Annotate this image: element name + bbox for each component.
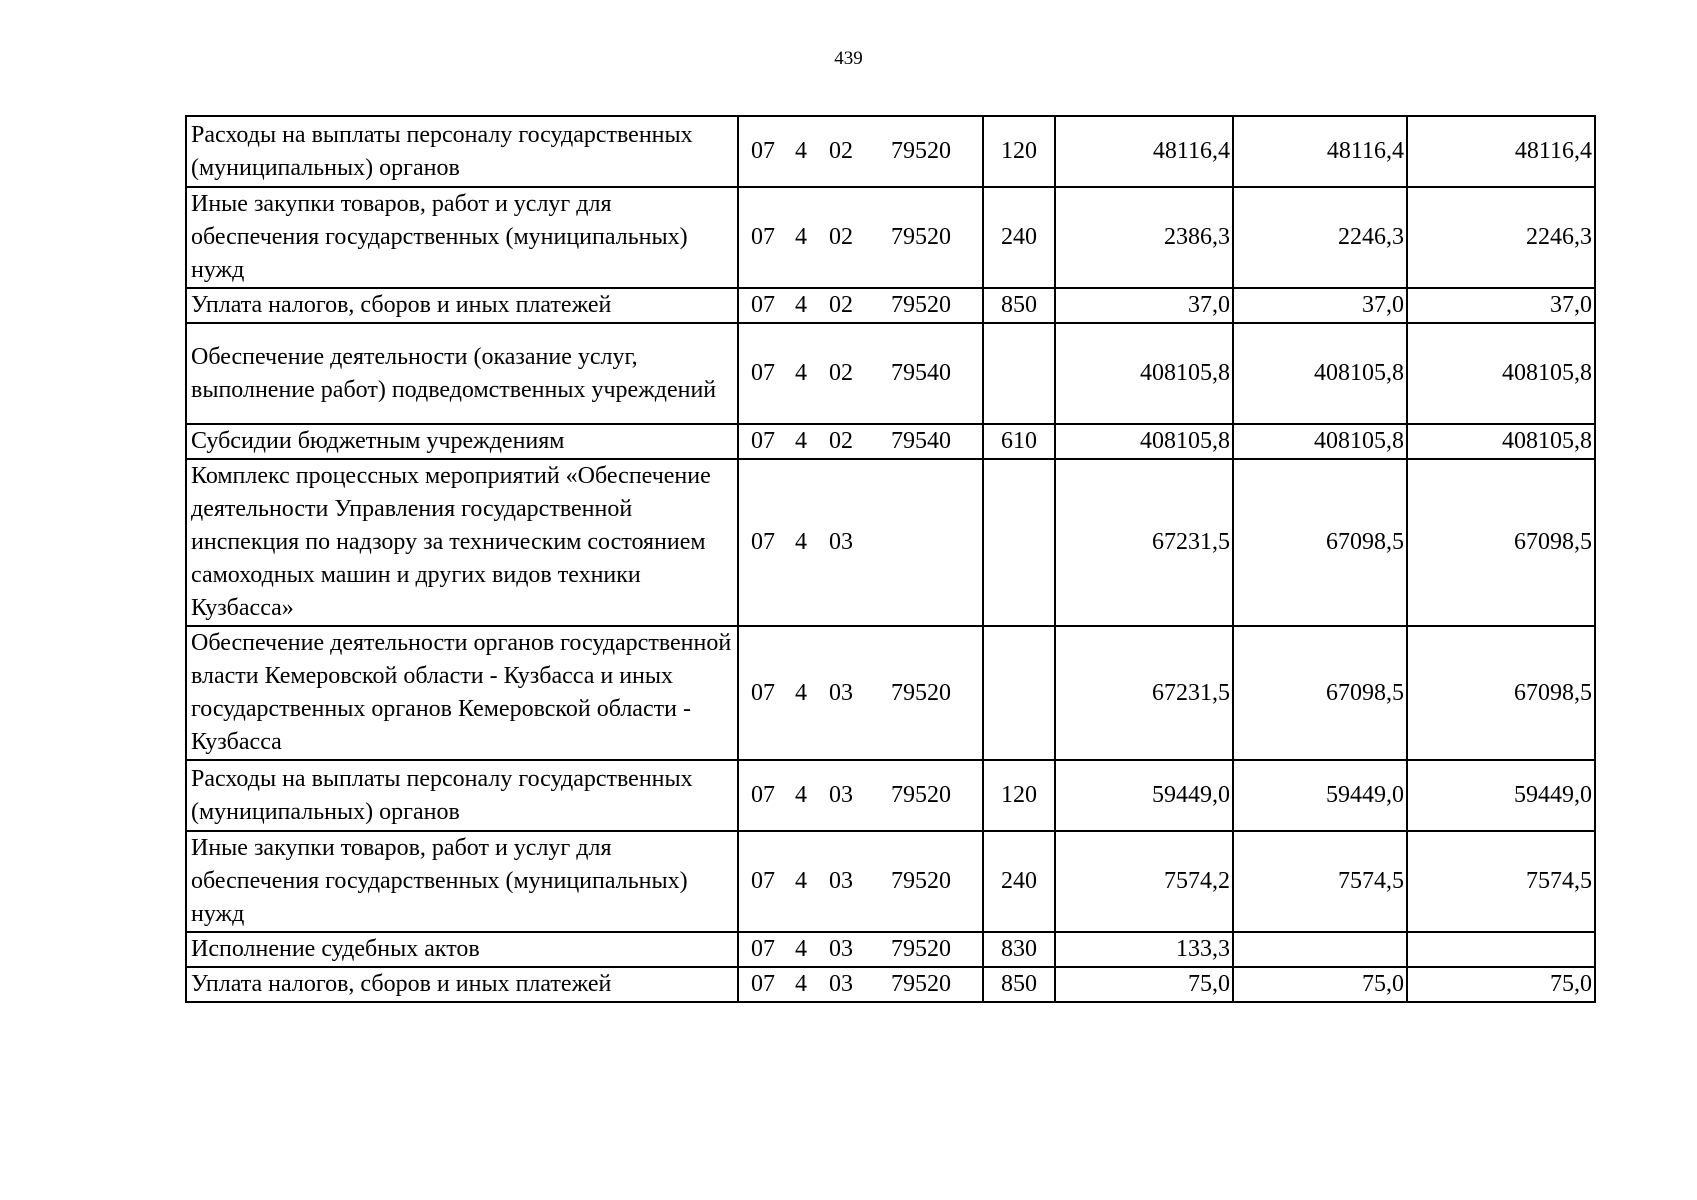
code-dir: 79520	[891, 936, 951, 962]
row-amount-2: 48116,4	[1233, 116, 1407, 187]
code-dir: 79540	[891, 360, 951, 386]
row-amount-3: 59449,0	[1407, 760, 1595, 831]
row-name: Субсидии бюджетным учреждениям	[186, 424, 738, 459]
row-amount-3: 48116,4	[1407, 116, 1595, 187]
budget-table	[185, 115, 1596, 1003]
code-gp: 07	[751, 782, 775, 808]
code-dir: 79520	[891, 782, 951, 808]
row-code	[738, 967, 983, 1002]
row-vr: 120	[983, 760, 1055, 831]
row-vr: 240	[983, 187, 1055, 288]
row-name: Комплекс процессных мероприятий «Обеспечение деятельности Управления государственной инспекция по надзору за техническим состоянием самоходных машин и других видов техники Кузбасса»	[186, 459, 738, 626]
code-gp: 07	[751, 292, 775, 318]
code-om: 03	[829, 868, 853, 894]
code-dir: 79520	[891, 224, 951, 250]
code-gp: 07	[751, 868, 775, 894]
row-vr: 610	[983, 424, 1055, 459]
code-om: 03	[829, 936, 853, 962]
code-dir: 79540	[891, 428, 951, 454]
code-pp: 4	[795, 679, 807, 706]
table-row	[186, 967, 1595, 1002]
code-gp: 07	[751, 224, 775, 250]
table-row	[186, 187, 1595, 288]
row-name: Уплата налогов, сборов и иных платежей	[186, 967, 738, 1002]
row-amount-2: 2246,3	[1233, 187, 1407, 288]
row-amount-2: 408105,8	[1233, 424, 1407, 459]
row-name: Расходы на выплаты персоналу государственных (муниципальных) органов	[186, 760, 738, 831]
row-amount-2	[1233, 932, 1407, 967]
code-pp: 4	[795, 936, 807, 962]
row-code	[738, 831, 983, 932]
row-code	[738, 626, 983, 760]
row-name: Иные закупки товаров, работ и услуг для обеспечения государственных (муниципальных) нужд	[186, 831, 738, 932]
row-name: Иные закупки товаров, работ и услуг для обеспечения государственных (муниципальных) нужд	[186, 187, 738, 288]
row-amount-3: 7574,5	[1407, 831, 1595, 932]
code-pp: 4	[795, 868, 807, 894]
row-vr	[983, 626, 1055, 760]
code-pp: 4	[795, 224, 807, 250]
code-dir: 79520	[891, 971, 951, 997]
row-amount-1: 48116,4	[1055, 116, 1233, 187]
row-amount-1: 37,0	[1055, 288, 1233, 323]
row-name: Уплата налогов, сборов и иных платежей	[186, 288, 738, 323]
row-vr: 240	[983, 831, 1055, 932]
table-row	[186, 288, 1595, 323]
row-amount-3: 37,0	[1407, 288, 1595, 323]
table-row	[186, 626, 1595, 760]
row-name: Обеспечение деятельности (оказание услуг, выполнение работ) подведомственных учреждений	[186, 323, 738, 424]
row-vr	[983, 459, 1055, 626]
code-gp: 07	[751, 138, 775, 164]
table-row	[186, 831, 1595, 932]
code-om: 02	[829, 292, 853, 318]
code-gp: 07	[751, 971, 775, 997]
code-pp: 4	[795, 529, 807, 555]
row-code	[738, 459, 983, 626]
row-code	[738, 288, 983, 323]
code-om: 03	[829, 679, 853, 706]
code-om: 03	[829, 971, 853, 997]
code-gp: 07	[751, 529, 775, 555]
code-pp: 4	[795, 428, 807, 454]
code-gp: 07	[751, 360, 775, 386]
row-vr: 850	[983, 967, 1055, 1002]
code-pp: 4	[795, 782, 807, 808]
row-amount-3: 67098,5	[1407, 626, 1595, 760]
row-amount-1: 2386,3	[1055, 187, 1233, 288]
table-row	[186, 116, 1595, 187]
row-amount-1: 133,3	[1055, 932, 1233, 967]
row-code	[738, 116, 983, 187]
row-code	[738, 932, 983, 967]
code-om: 02	[829, 428, 853, 454]
code-pp: 4	[795, 971, 807, 997]
row-amount-1: 408105,8	[1055, 424, 1233, 459]
row-amount-2: 59449,0	[1233, 760, 1407, 831]
row-amount-3: 2246,3	[1407, 187, 1595, 288]
row-amount-3: 67098,5	[1407, 459, 1595, 626]
row-amount-1: 408105,8	[1055, 323, 1233, 424]
code-dir: 79520	[891, 679, 951, 706]
row-vr	[983, 323, 1055, 424]
row-amount-3: 408105,8	[1407, 424, 1595, 459]
row-amount-1: 7574,2	[1055, 831, 1233, 932]
row-amount-1: 67231,5	[1055, 459, 1233, 626]
row-amount-2: 67098,5	[1233, 459, 1407, 626]
code-om: 02	[829, 360, 853, 386]
row-name: Расходы на выплаты персоналу государственных (муниципальных) органов	[186, 116, 738, 187]
row-amount-3	[1407, 932, 1595, 967]
row-amount-2: 67098,5	[1233, 626, 1407, 760]
row-code	[738, 187, 983, 288]
row-amount-2: 408105,8	[1233, 323, 1407, 424]
code-om: 02	[829, 138, 853, 164]
code-dir: 79520	[891, 138, 951, 164]
code-om: 02	[829, 224, 853, 250]
code-dir: 79520	[891, 868, 951, 894]
code-dir: 79520	[891, 292, 951, 318]
code-om: 03	[829, 782, 853, 808]
table-row	[186, 323, 1595, 424]
table-row	[186, 424, 1595, 459]
code-pp: 4	[795, 138, 807, 164]
row-name: Исполнение судебных актов	[186, 932, 738, 967]
row-name: Обеспечение деятельности органов государственной власти Кемеровской области - Кузбасса и иных государственных органов Кемеровской области - Кузбасса	[186, 626, 738, 760]
row-amount-2: 75,0	[1233, 967, 1407, 1002]
row-amount-1: 67231,5	[1055, 626, 1233, 760]
row-code	[738, 760, 983, 831]
code-pp: 4	[795, 292, 807, 318]
page-number: 439	[834, 48, 863, 69]
code-om: 03	[829, 529, 853, 555]
table-row	[186, 760, 1595, 831]
code-gp: 07	[751, 679, 775, 706]
row-amount-1: 75,0	[1055, 967, 1233, 1002]
row-amount-1: 59449,0	[1055, 760, 1233, 831]
row-vr: 850	[983, 288, 1055, 323]
code-gp: 07	[751, 936, 775, 962]
row-code	[738, 424, 983, 459]
row-vr: 120	[983, 116, 1055, 187]
row-amount-2: 37,0	[1233, 288, 1407, 323]
table-row	[186, 459, 1595, 626]
row-amount-3: 408105,8	[1407, 323, 1595, 424]
table-row	[186, 932, 1595, 967]
code-gp: 07	[751, 428, 775, 454]
code-pp: 4	[795, 360, 807, 386]
row-vr: 830	[983, 932, 1055, 967]
row-amount-2: 7574,5	[1233, 831, 1407, 932]
row-code	[738, 323, 983, 424]
row-amount-3: 75,0	[1407, 967, 1595, 1002]
